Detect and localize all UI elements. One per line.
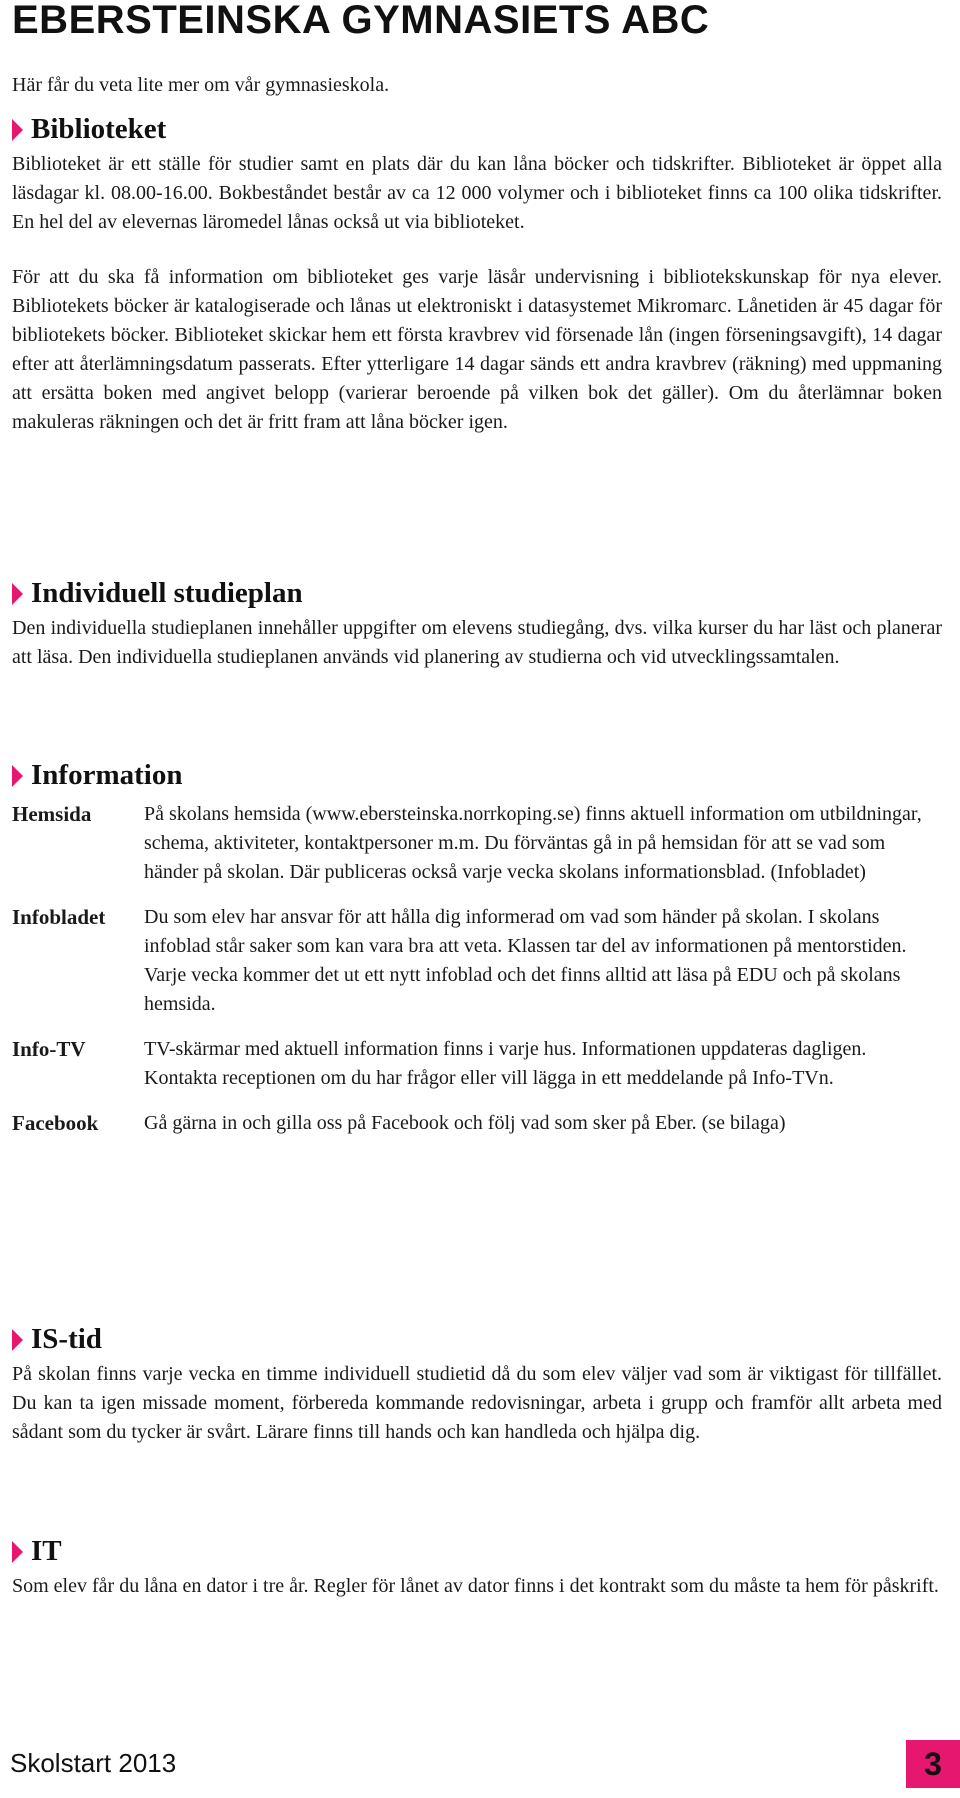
section-heading — [12, 1324, 942, 1356]
triangle-right-icon — [12, 1541, 23, 1563]
info-item-infobladet — [12, 903, 942, 1019]
triangle-right-icon — [12, 583, 23, 605]
info-label: Infobladet — [12, 904, 106, 929]
section-heading-label: Information — [31, 759, 183, 791]
info-text: På skolans hemsida (www.ebersteinska.norrkoping.se) finns aktuell information om utbildningar, schema, aktiviteter, kontaktpersoner m.m. Du förväntas gå in på hemsidan för att se vad som händer på skolan. Där publiceras också varje vecka skolans informationsblad. (Infobladet) — [144, 802, 922, 883]
info-text: Du som elev har ansvar för att hålla dig informerad om vad som händer på skolan. I skolans infoblad står saker som kan vara bra att veta. Klassen tar del av informationen på mentorstiden. Varje vecka kommer det ut ett nytt infoblad och det finns alltid att läsa på EDU och på skolans hemsida. — [144, 905, 907, 1015]
page-title: EBERSTEINSKA GYMNASIETS ABC — [12, 0, 710, 42]
section-heading-label: IT — [31, 1535, 62, 1567]
paragraph: Den individuella studieplanen innehåller uppgifter om elevens studiegång, dvs. vilka kurser du har läst och planerar att läsa. Den individuella studieplanen används vid planering av studierna och vid utvecklingssamtalen. — [12, 616, 942, 668]
info-item-facebook — [12, 1109, 942, 1138]
section-heading — [12, 114, 942, 146]
info-label: Facebook — [12, 1110, 99, 1135]
page-number-badge: 3 — [906, 1740, 960, 1788]
section-information — [12, 760, 942, 1138]
info-item-info-tv — [12, 1035, 942, 1093]
section-heading-label: Individuell studieplan — [31, 577, 303, 609]
section-it — [12, 1536, 942, 1601]
triangle-right-icon — [12, 119, 23, 141]
info-label: Info-TV — [12, 1036, 86, 1061]
section-individuell-studieplan — [12, 578, 942, 672]
paragraph: Som elev får du låna en dator i tre år. Regler för lånet av dator finns i det kontrakt som du måste ta hem för påskrift. — [12, 1574, 939, 1597]
info-text: TV-skärmar med aktuell information finns i varje hus. Informationen uppdateras dagligen. Kontakta receptionen om du har frågor eller vill lägga in ett meddelande på Info-TVn. — [144, 1037, 867, 1089]
info-text: Gå gärna in och gilla oss på Facebook och följ vad som sker på Eber. (se bilaga) — [144, 1111, 786, 1134]
intro-text: Här får du veta lite mer om vår gymnasieskola. — [12, 74, 390, 96]
triangle-right-icon — [12, 765, 23, 787]
section-heading — [12, 1536, 942, 1568]
info-item-hemsida — [12, 800, 942, 887]
paragraph: Biblioteket är ett ställe för studier samt en plats där du kan låna böcker och tidskrifter. Biblioteket är öppet alla läsdagar kl. 08.00-16.00. Bokbeståndet består av ca 12 000 volymer och i biblioteket finns ca 100 olika tidskrifter. En hel del av elevernas läromedel lånas också ut via biblioteket. — [12, 152, 942, 233]
paragraph: För att du ska få information om biblioteket ges varje läsår undervisning i bibliotekskunskap för nya elever. Bibliotekets böcker är katalogiserade och lånas ut elektroniskt i datasystemet Mikromarc. Lånetiden är 45 dagar för bibliotekets böcker. Biblioteket skickar hem ett första kravbrev vid försenade lån (ingen förseningsavgift), 14 dagar efter att återlämningsdatum passerats. Efter ytterligare 14 dagar sänds ett andra kravbrev (räkning) med uppmaning att ersätta boken med angivet belopp (varierar beroende på vilken bok det gäller). Om du återlämnar boken makuleras räkningen och det är fritt fram att låna böcker igen. — [12, 265, 942, 433]
section-is-tid — [12, 1324, 942, 1447]
section-heading — [12, 760, 942, 792]
footer-text: Skolstart 2013 — [10, 1748, 177, 1778]
section-heading-label: Biblioteket — [31, 113, 167, 145]
section-heading — [12, 578, 942, 610]
section-heading-label: IS-tid — [31, 1323, 102, 1355]
paragraph: På skolan finns varje vecka en timme individuell studietid då du som elev väljer vad som är viktigast för tillfället. Du kan ta igen missade moment, förbereda kommande redovisningar, arbeta i grupp och framför allt arbeta med sådant som du tycker är svårt. Lärare finns till hands och kan handleda och hjälpa dig. — [12, 1362, 942, 1443]
info-label: Hemsida — [12, 801, 92, 826]
section-biblioteket — [12, 114, 942, 437]
triangle-right-icon — [12, 1329, 23, 1351]
